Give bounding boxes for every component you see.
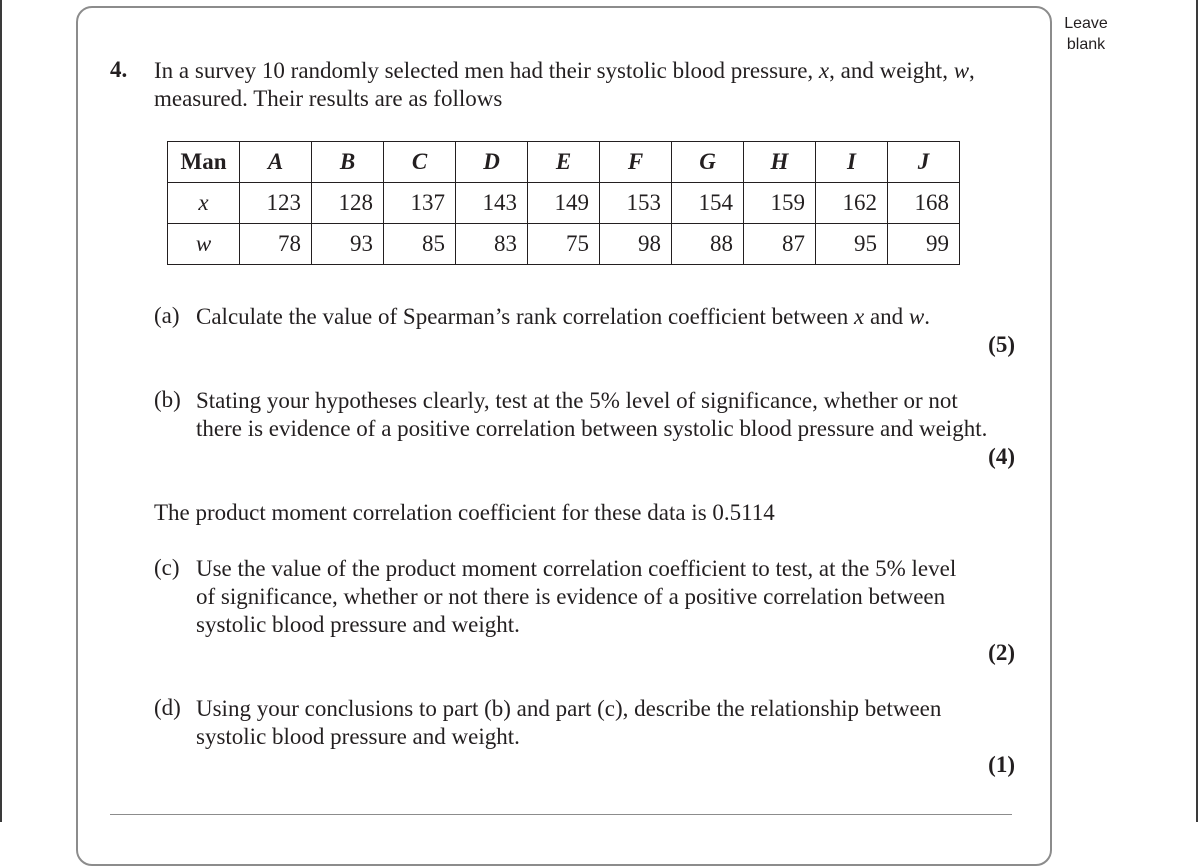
question-intro: [154, 57, 1034, 113]
part-a-marks: (5): [988, 332, 1015, 357]
intro-text-pre: In a survey 10 randomly selected men had their systolic blood pressure,: [154, 58, 819, 83]
question-number: 4.: [110, 57, 128, 82]
part-c-marks: (2): [988, 640, 1015, 665]
part-a-and: and: [864, 304, 909, 329]
table-cell: 159: [744, 183, 816, 224]
part-b-marks: (4): [988, 444, 1015, 469]
part-a-var-x: x: [853, 304, 865, 329]
header-cell: F: [600, 142, 672, 183]
part-b-text: [196, 387, 1016, 443]
var-x: x: [818, 58, 830, 83]
table-cell: 87: [744, 224, 816, 265]
part-b-label: (b): [154, 387, 181, 412]
table-cell: 123: [240, 183, 312, 224]
part-a-label: (a): [154, 303, 180, 328]
table-cell: 98: [600, 224, 672, 265]
header-cell: J: [888, 142, 960, 183]
var-w: w: [953, 58, 970, 83]
row-label-x: x: [168, 183, 240, 224]
table-cell: 85: [384, 224, 456, 265]
part-b-line2: there is evidence of a positive correlation between systolic blood pressure and weight.: [196, 416, 988, 441]
table-cell: 154: [672, 183, 744, 224]
part-b-line1: Stating your hypotheses clearly, test at the 5% level of significance, whether or not: [196, 388, 958, 413]
table-cell: 137: [384, 183, 456, 224]
header-cell: G: [672, 142, 744, 183]
table-cell: 75: [528, 224, 600, 265]
table-cell: 78: [240, 224, 312, 265]
table-cell: 99: [888, 224, 960, 265]
table-cell: 153: [600, 183, 672, 224]
part-a-var-w: w: [908, 304, 925, 329]
header-cell: C: [384, 142, 456, 183]
data-table: [167, 141, 960, 265]
header-cell: B: [312, 142, 384, 183]
table-cell: 83: [456, 224, 528, 265]
part-a-end: .: [924, 304, 931, 329]
intro-line2: measured. Their results are as follows: [154, 86, 503, 111]
pmcc-statement: The product moment correlation coefficient for these data is 0.5114: [154, 500, 775, 525]
table-row-w: [168, 224, 960, 265]
table-cell: 88: [672, 224, 744, 265]
part-c-line3: systolic blood pressure and weight.: [196, 612, 520, 637]
part-a-text-pre: Calculate the value of Spearman’s rank correlation coefficient between: [196, 304, 854, 329]
header-cell: E: [528, 142, 600, 183]
part-c-line1: Use the value of the product moment correlation coefficient to test, at the 5% level: [196, 556, 957, 581]
header-cell: A: [240, 142, 312, 183]
margin-note: [1056, 13, 1116, 55]
part-c-label: (c): [154, 555, 180, 580]
header-label: Man: [168, 142, 240, 183]
table-cell: 143: [456, 183, 528, 224]
row-label-w: w: [168, 224, 240, 265]
part-a-text: [196, 303, 996, 331]
part-d-text: [196, 695, 1016, 751]
table-cell: 128: [312, 183, 384, 224]
table-row-x: [168, 183, 960, 224]
part-d-marks: (1): [988, 752, 1015, 777]
answer-line: [110, 814, 1012, 815]
table-cell: 168: [888, 183, 960, 224]
intro-text-mid: , and weight,: [829, 58, 954, 83]
part-d-line2: systolic blood pressure and weight.: [196, 724, 520, 749]
table-cell: 93: [312, 224, 384, 265]
table-cell: 149: [528, 183, 600, 224]
part-d-line1: Using your conclusions to part (b) and part (c), describe the relationship between: [196, 696, 942, 721]
header-cell: D: [456, 142, 528, 183]
intro-text-post: ,: [969, 58, 975, 83]
table-header-row: [168, 142, 960, 183]
part-d-label: (d): [154, 695, 181, 720]
table-cell: 95: [816, 224, 888, 265]
part-c-text: [196, 555, 1016, 639]
margin-note-line2: blank: [1066, 36, 1106, 53]
part-c-line2: of significance, whether or not there is evidence of a positive correlation between: [196, 584, 946, 609]
header-cell: H: [744, 142, 816, 183]
intro-line1: [154, 57, 1034, 85]
page-edge-left: [0, 0, 2, 822]
header-cell: I: [816, 142, 888, 183]
table-cell: 162: [816, 183, 888, 224]
margin-note-line1: Leave: [1064, 15, 1108, 32]
